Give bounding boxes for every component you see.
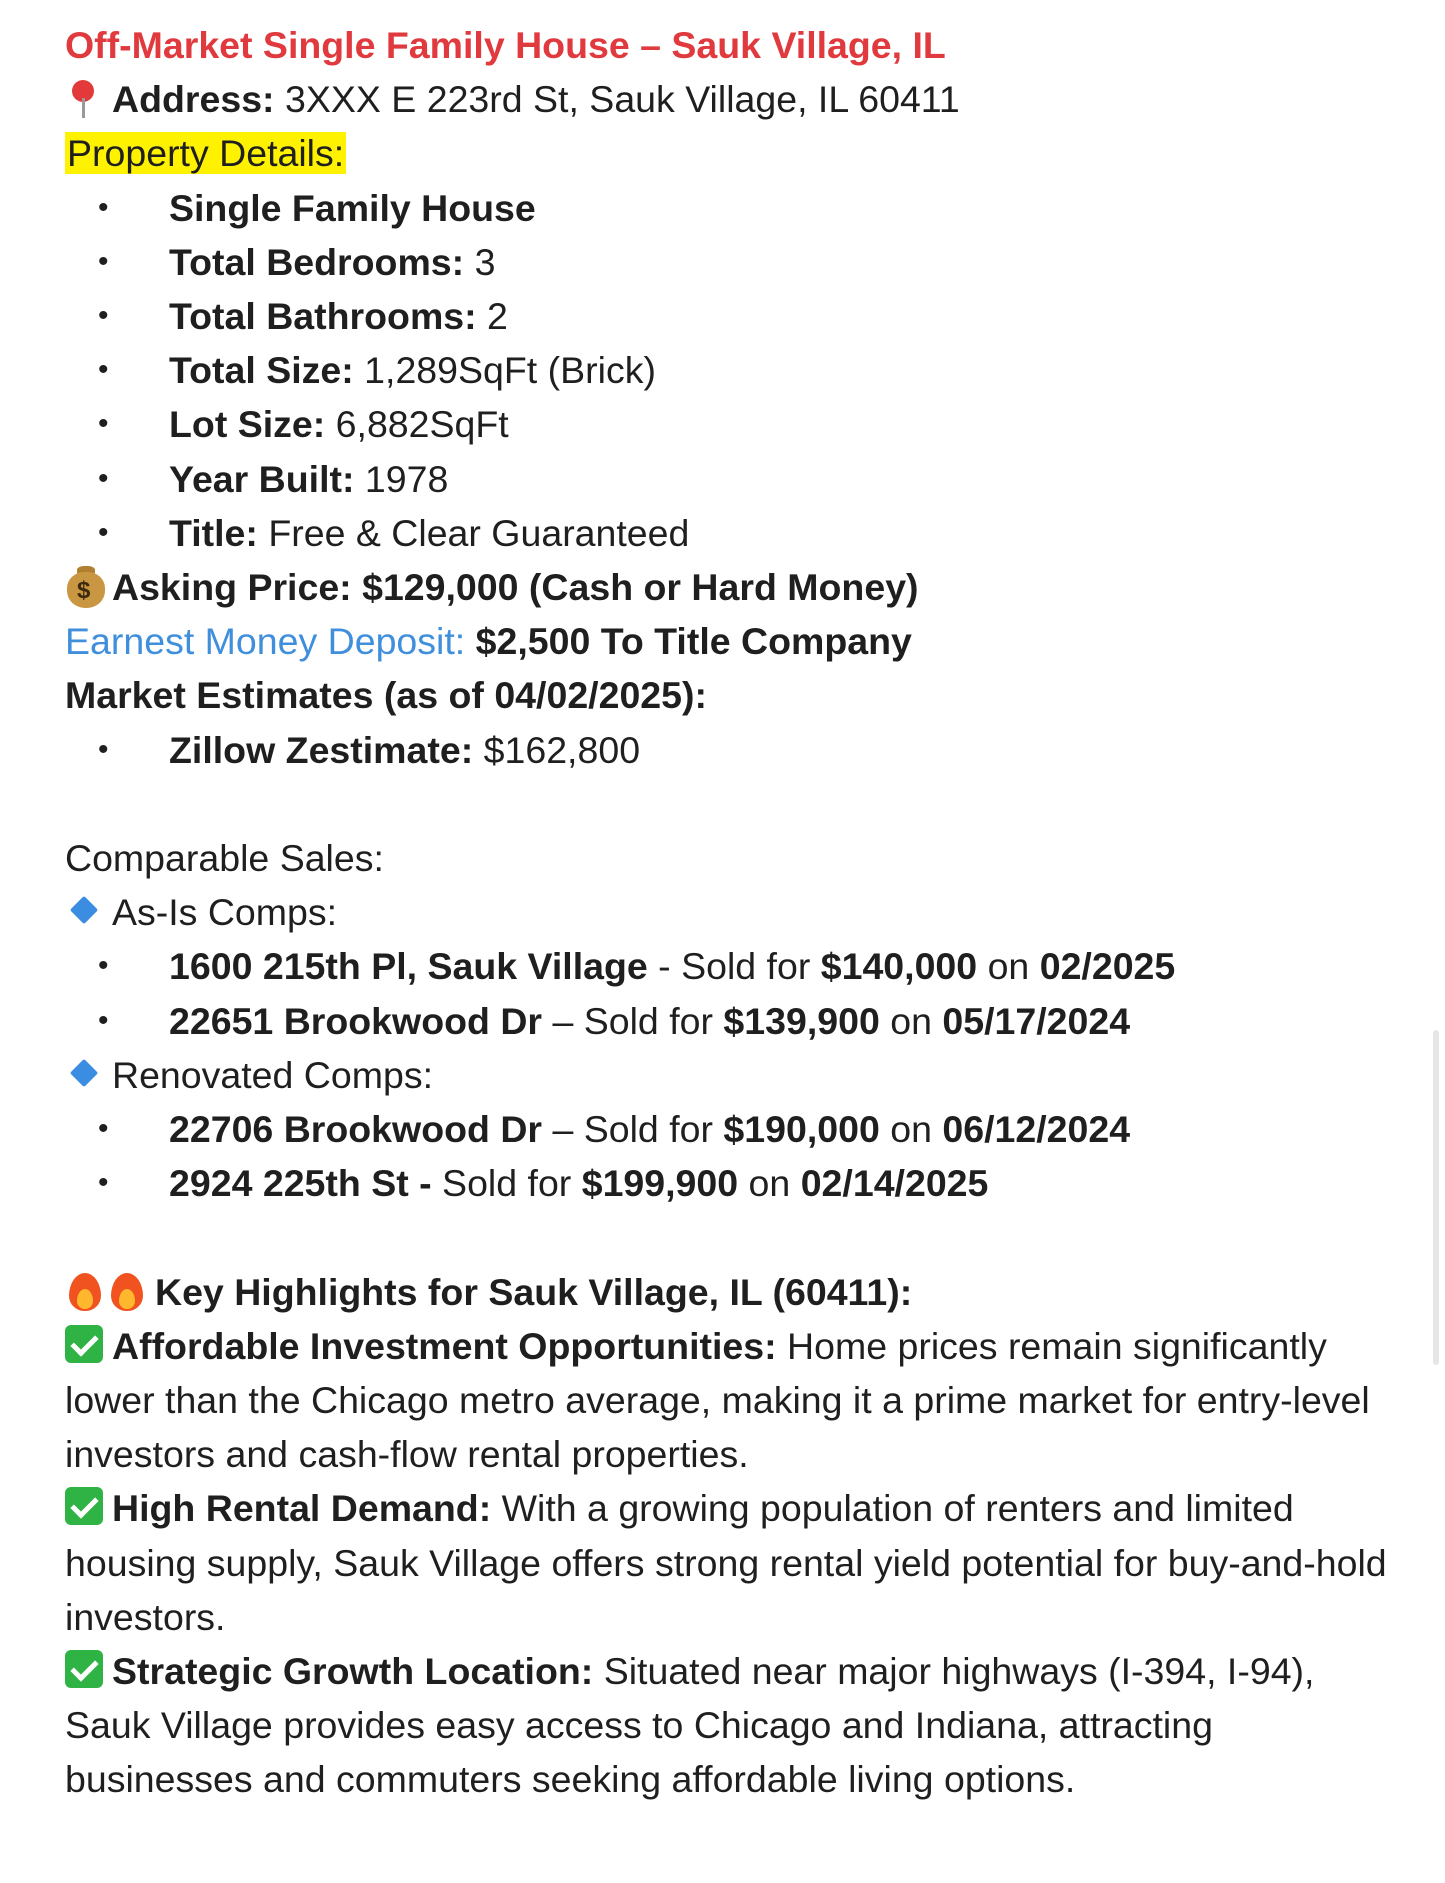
bullet-icon: • bbox=[98, 353, 109, 387]
list-item: • Zillow Zestimate: $162,800 bbox=[65, 723, 1395, 777]
round-pushpin-icon bbox=[65, 78, 112, 118]
asking-price-text: Asking Price: $129,000 (Cash or Hard Money) bbox=[112, 566, 919, 609]
address-value: 3XXX E 223rd St, Sauk Village, IL 60411 bbox=[274, 78, 960, 121]
check-mark-button-icon bbox=[65, 1487, 112, 1527]
list-item: • Total Bedrooms: 3 bbox=[65, 235, 1395, 289]
list-item: • Year Built: 1978 bbox=[65, 452, 1395, 506]
bullet-icon: • bbox=[98, 299, 109, 333]
address-label: Address: bbox=[112, 78, 275, 121]
earnest-money-line bbox=[65, 614, 1395, 668]
property-details-heading: Property Details: bbox=[67, 132, 345, 175]
list-item: • 22706 Brookwood Dr – Sold for $190,000 on 06/12/2024 bbox=[65, 1102, 1395, 1156]
scrollbar[interactable] bbox=[1433, 1030, 1439, 1365]
list-item: • 22651 Brookwood Dr – Sold for $139,900 on 05/17/2024 bbox=[65, 994, 1395, 1048]
bullet-icon: • bbox=[98, 949, 109, 983]
comparable-sales-heading: Comparable Sales: bbox=[65, 837, 384, 880]
as-is-comps-label: As-Is Comps: bbox=[112, 891, 338, 934]
bullet-icon: • bbox=[98, 1166, 109, 1200]
earnest-money-label: Earnest Money Deposit: bbox=[65, 620, 466, 663]
check-mark-button-icon bbox=[65, 1325, 112, 1365]
bullet-icon: • bbox=[98, 461, 109, 495]
fire-icon bbox=[65, 1269, 107, 1313]
fire-icon bbox=[107, 1269, 149, 1313]
list-item: • Total Bathrooms: 2 bbox=[65, 289, 1395, 343]
list-item: • 1600 215th Pl, Sauk Village - Sold for $140,000 on 02/2025 bbox=[65, 939, 1395, 993]
check-mark-button-icon bbox=[65, 1650, 112, 1690]
address-line bbox=[65, 72, 1395, 126]
key-highlights-heading-line bbox=[65, 1265, 1395, 1319]
list-item: • Lot Size: 6,882SqFt bbox=[65, 397, 1395, 451]
bullet-icon: • bbox=[98, 190, 109, 224]
spacer bbox=[65, 1210, 1395, 1264]
earnest-money-value: $2,500 To Title Company bbox=[465, 620, 912, 663]
list-item: • Total Size: 1,289SqFt (Brick) bbox=[65, 343, 1395, 397]
highlight-item: High Rental Demand: With a growing population of renters and limited housing supply, Sauk Village offers strong rental yield potential for buy-and-hold investors. bbox=[65, 1487, 1387, 1638]
listing-title: Off-Market Single Family House – Sauk Village, IL bbox=[65, 24, 946, 66]
blue-diamond-icon bbox=[65, 1054, 112, 1094]
renovated-comps-label: Renovated Comps: bbox=[112, 1053, 434, 1096]
property-details-heading-line bbox=[65, 126, 1395, 180]
as-is-comps-heading-line bbox=[65, 885, 1395, 939]
bullet-icon: • bbox=[98, 515, 109, 549]
list-item: • 2924 225th St - Sold for $199,900 on 02/14/2025 bbox=[65, 1156, 1395, 1210]
bullet-icon: • bbox=[98, 732, 109, 766]
listing-post bbox=[65, 18, 1395, 1807]
bullet-icon: • bbox=[98, 1003, 109, 1037]
money-bag-icon: $ bbox=[65, 564, 112, 608]
bullet-icon: • bbox=[98, 244, 109, 278]
spacer bbox=[65, 777, 1395, 831]
highlight-item: Affordable Investment Opportunities: Home prices remain significantly lower than the Chicago metro average, making it a prime market for entry-level investors and cash-flow rental properties. bbox=[65, 1324, 1370, 1476]
key-highlights-heading: Key Highlights for Sauk Village, IL (60411): bbox=[155, 1270, 913, 1313]
list-item: • Single Family House bbox=[65, 181, 1395, 235]
list-item: • Title: Free & Clear Guaranteed bbox=[65, 506, 1395, 560]
blue-diamond-icon bbox=[65, 891, 112, 931]
renovated-comps-heading-line bbox=[65, 1048, 1395, 1102]
asking-price-line bbox=[65, 560, 1395, 614]
bullet-icon: • bbox=[98, 1112, 109, 1146]
market-estimates-heading: Market Estimates (as of 04/02/2025): bbox=[65, 674, 707, 717]
bullet-icon: • bbox=[98, 407, 109, 441]
highlight-item: Strategic Growth Location: Situated near major highways (I-394, I-94), Sauk Village provides easy access to Chicago and Indiana, attracting businesses and commuters seeking affordable living options. bbox=[65, 1650, 1315, 1801]
